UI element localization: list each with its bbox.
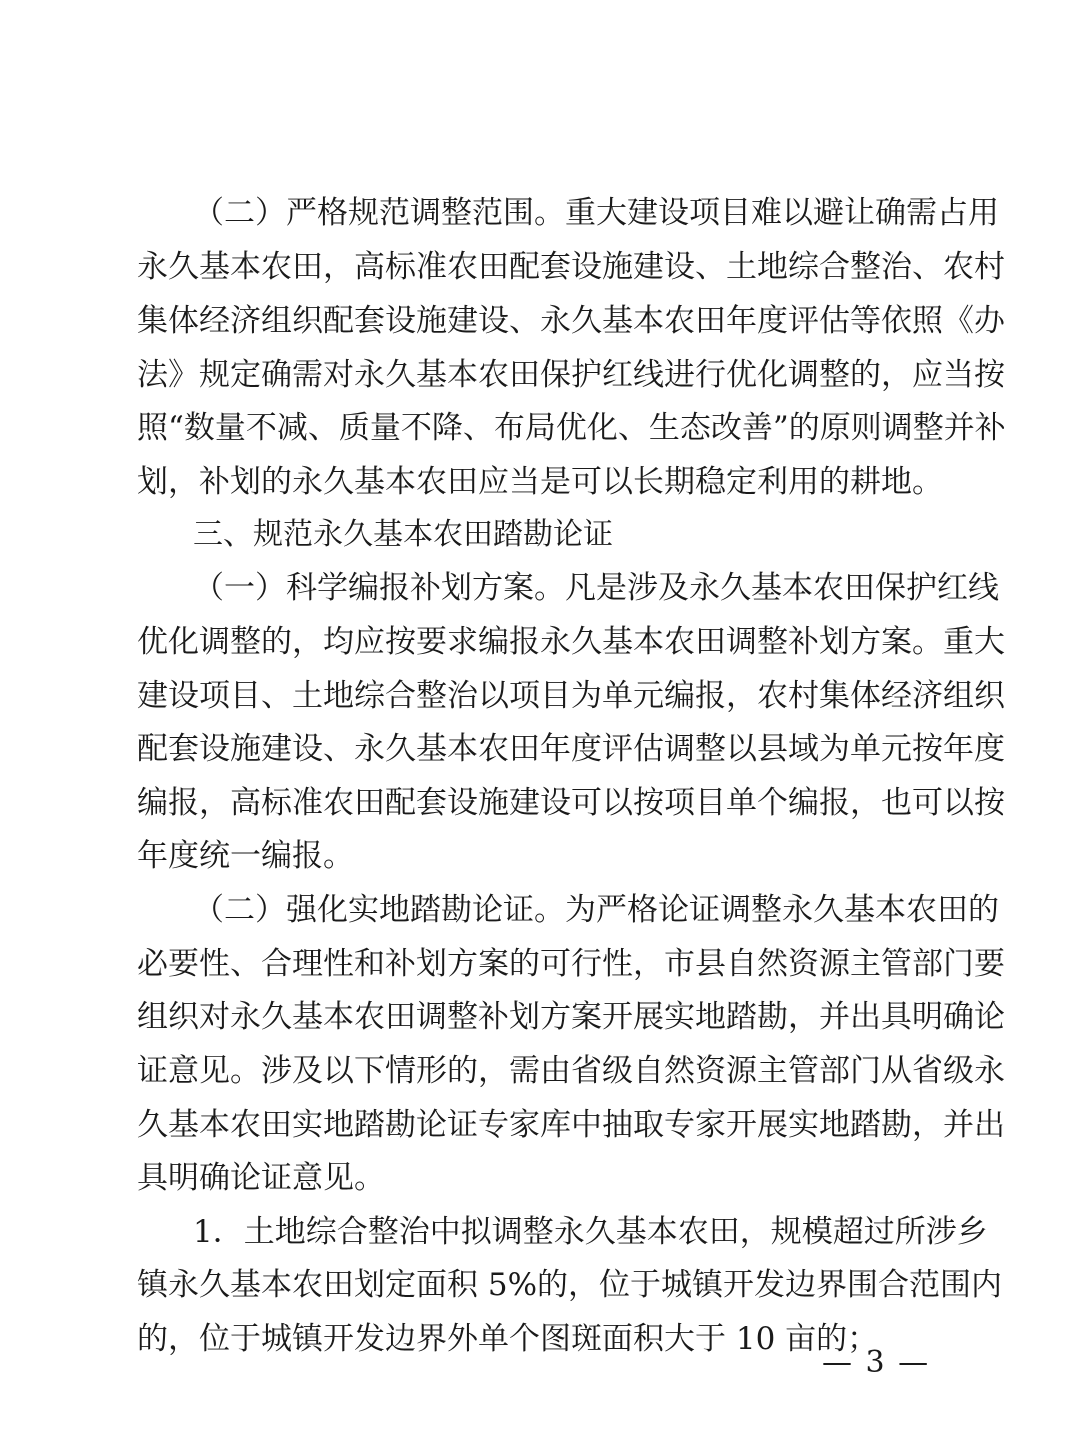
paragraph-1-line-6: 划，补划的永久基本农田应当是可以长期稳定利用的耕地。	[137, 464, 943, 500]
paragraph-1-line-1: （二）严格规范调整范围。重大建设项目难以避让确需占用	[193, 195, 999, 231]
paragraph-4-line-2: 镇永久基本农田划定面积 5%的，位于城镇开发边界围合范围内	[137, 1267, 1003, 1303]
paragraph-2-line-6: 年度统一编报。	[137, 838, 354, 874]
paragraph-3-line-1: （二）强化实地踏勘论证。为严格论证调整永久基本农田的	[193, 892, 999, 928]
paragraph-4-line-3: 的，位于城镇开发边界外单个图斑面积大于 10 亩的；	[137, 1321, 879, 1357]
paragraph-2-line-4: 配套设施建设、永久基本农田年度评估调整以县域为单元按年度	[137, 731, 1005, 767]
paragraph-1-line-2: 永久基本农田，高标准农田配套设施建设、土地综合整治、农村	[137, 249, 1005, 285]
paragraph-3-line-5: 久基本农田实地踏勘论证专家库中抽取专家开展实地踏勘，并出	[137, 1107, 1005, 1143]
paragraph-1-line-3: 集体经济组织配套设施建设、永久基本农田年度评估等依照《办	[137, 303, 1005, 339]
paragraph-3-line-3: 组织对永久基本农田调整补划方案开展实地踏勘，并出具明确论	[137, 999, 1005, 1035]
paragraph-2-line-3: 建设项目、土地综合整治以项目为单元编报，农村集体经济组织	[137, 678, 1005, 714]
paragraph-3-line-2: 必要性、合理性和补划方案的可行性，市县自然资源主管部门要	[137, 946, 1005, 982]
page-number: — 3 —	[822, 1345, 931, 1380]
paragraph-3-line-4: 证意见。涉及以下情形的，需由省级自然资源主管部门从省级永	[137, 1053, 1005, 1089]
paragraph-2-line-2: 优化调整的，均应按要求编报永久基本农田调整补划方案。重大	[137, 624, 1005, 660]
paragraph-3-line-6: 具明确论证意见。	[137, 1160, 385, 1196]
paragraph-2-line-5: 编报，高标准农田配套设施建设可以按项目单个编报，也可以按	[137, 785, 1005, 821]
section-heading: 三、规范永久基本农田踏勘论证	[193, 517, 613, 552]
paragraph-4-line-1: 1．土地综合整治中拟调整永久基本农田，规模超过所涉乡	[193, 1214, 988, 1250]
paragraph-1-line-5: 照“数量不减、质量不降、布局优化、生态改善”的原则调整并补	[137, 410, 1006, 446]
paragraph-2-line-1: （一）科学编报补划方案。凡是涉及永久基本农田保护红线	[193, 570, 999, 606]
paragraph-1-line-4: 法》规定确需对永久基本农田保护红线进行优化调整的，应当按	[137, 357, 1005, 393]
